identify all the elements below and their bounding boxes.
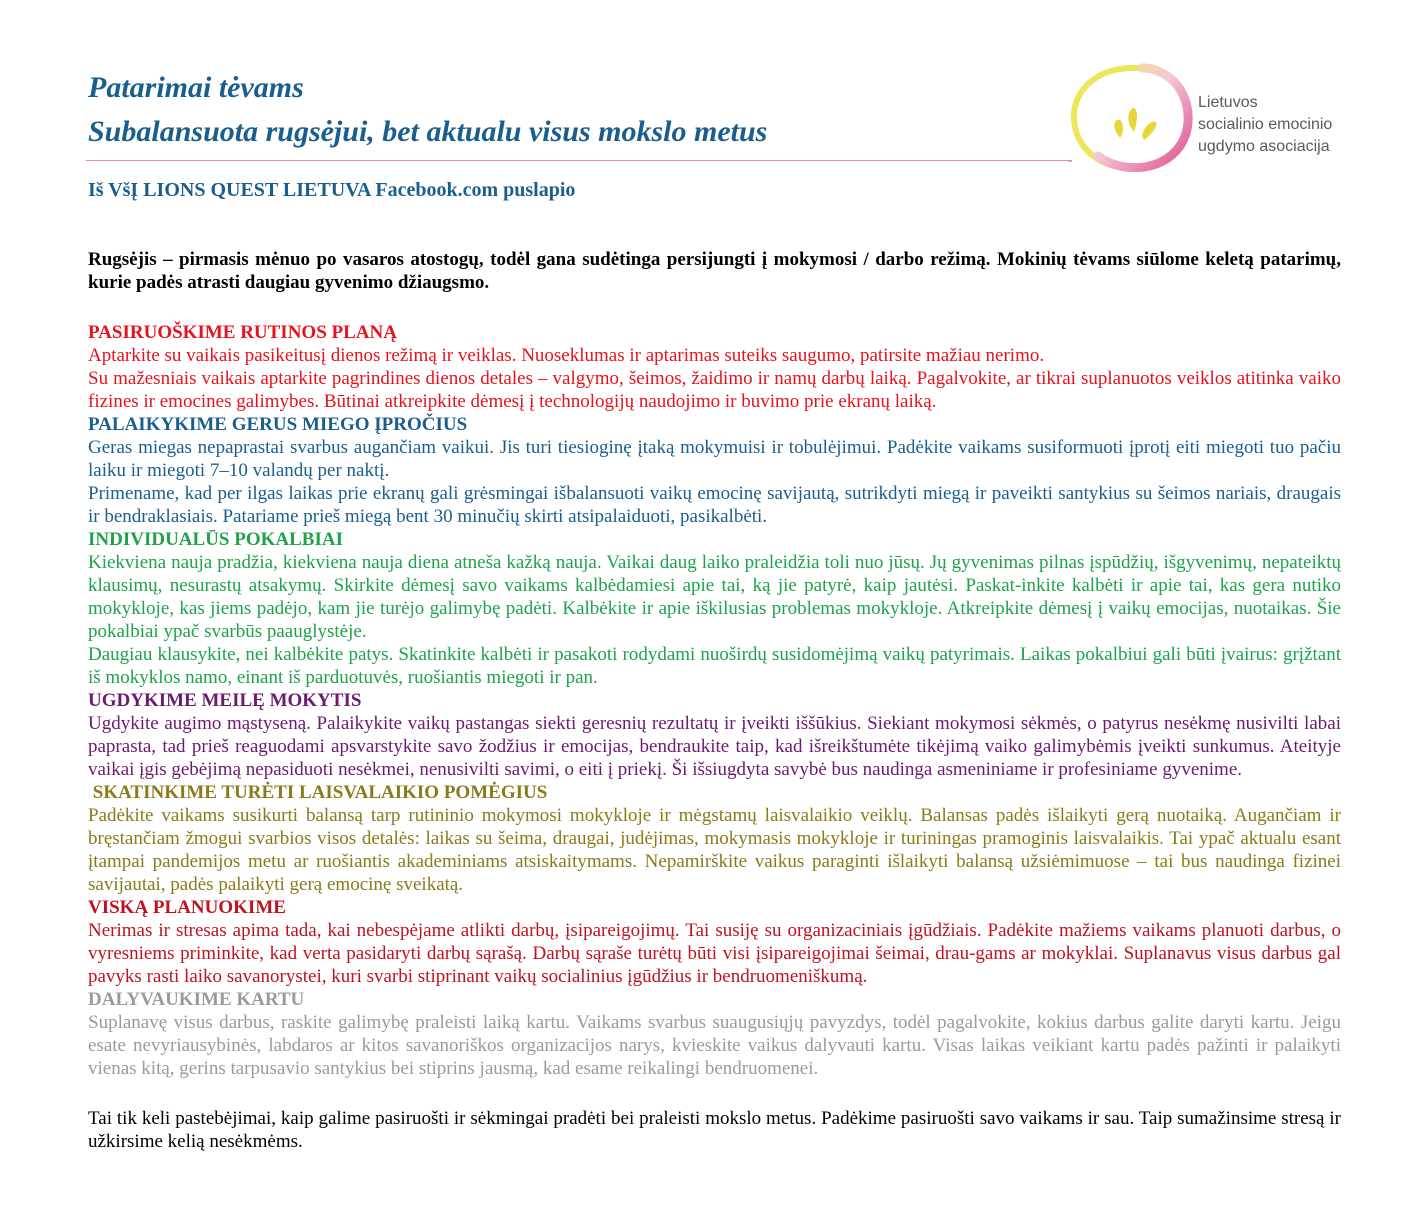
section [88, 896, 1341, 988]
section-heading: INDIVIDUALŪS POKALBIAI [88, 529, 343, 550]
source-line: Iš VšĮ LIONS QUEST LIETUVA Facebook.com puslapio [88, 179, 576, 201]
section-paragraph: Primename, kad per ilgas laikas prie ekranų gali grėsmingai išbalansuoti vaikų emocinę savijautą, sutrikdyti miegą ir paveikti santykius su šeimos nariais, draugais ir bendraklasiais. Patariame prieš miegą bent 30 minučių skirti atsipalaiduoti, pasikalbėti. [88, 483, 1341, 527]
header-divider [86, 160, 1072, 161]
section-paragraph: Kiekviena nauja pradžia, kiekviena nauja diena atneša kažką nauja. Vaikai daug laiko praleidžia toli nuo jūsų. Jų gyvenimas pilnas įspūdžių, išgyvenimų, nepateiktų klausimų, nesurastų atsakymų. Skirkite dėmesį savo vaikams kalbėdamiesi apie tai, ką jie patyrė, kaip jautėsi. Paskat-inkite kalbėti ir apie tai, kas gera nutiko mokykloje, kas jiems padėjo, kam jie turėjo galimybę padėti. Kalbėkite ir apie iškilusias problemas mokykloje. Atkreipkite dėmesį į vaikų emocijas, nuotaikas. Šie pokalbiai ypač svarbūs paauglystėje. [88, 552, 1341, 642]
section-paragraph: Aptarkite su vaikais pasikeitusį dienos režimą ir veiklas. Nuoseklumas ir aptarimas suteiks saugumo, patirsite mažiau nerimo. [88, 345, 1045, 366]
section-heading: DALYVAUKIME KARTU [88, 989, 305, 1010]
section [88, 528, 1341, 689]
document-title: Patarimai tėvams [88, 71, 304, 104]
section-heading: VISKĄ PLANUOKIME [88, 897, 286, 918]
section-paragraph: Padėkite vaikams susikurti balansą tarp rutininio mokymosi mokykloje ir mėgstamų laisvalaikio veiklų. Balansas padės išlaikyti gerą nuotaiką. Augančiam ir bręstančiam žmogui svarbios visos detalės: laikas su šeima, draugai, judėjimas, mokymasis mokykloje ir turiningas pramoginis laisvalaikis. Tai ypač aktualu esant įtampai pandemijos metu ar ruošiantis akademiniams atsiskaitymams. Nepamirškite vaikus paraginti išlaikyti balansą užsiėmimuose – tai bus naudinga fizinei savijautai, padės palaikyti gerą emocinę sveikatą. [88, 805, 1341, 895]
logo-ring-pink [1098, 68, 1188, 168]
section-heading: PASIRUOŠKIME RUTINOS PLANĄ [88, 322, 397, 343]
logo-text-line: Lietuvos [1198, 94, 1258, 111]
intro-paragraph: Rugsėjis – pirmasis mėnuo po vasaros atostogų, todėl gana sudėtinga persijungti į mokymosi / darbo režimą. Mokinių tėvams siūlome keletą patarimų, kurie padės atrasti daugiau gyvenimo džiaugsmo. [88, 249, 1341, 293]
sections-container [88, 321, 1341, 1080]
section-paragraph: Nerimas ir stresas apima tada, kai nebespėjame atlikti darbų, įsipareigojimų. Tai susiję su organizaciniais įgūdžiais. Padėkite mažiems vaikams planuoti darbus, o vyresniems priminkite, kad verta pasidaryti darbų sąrašą. Darbų sąraše turėtų būti visi įsipareigojimai šeimai, drau-gams ar mokyklai. Suplanavus visus darbus gal pavyks rasti laiko savanorystei, kuri svarbi stiprinant vaikų socialinius įgūdžius ir bendruomeniškumą. [88, 920, 1341, 987]
logo-petal-right [1142, 122, 1156, 140]
section-paragraph: Su mažesniais vaikais aptarkite pagrindines dienos detales – valgymo, šeimos, žaidimo ir namų darbų laiką. Pagalvokite, ar tikrai suplanuotos veiklos atitinka vaiko fizines ir emocines galimybes. Būtinai atkreipkite dėmesį į technologijų naudojimo ir buvimo prie ekranų laiką. [88, 368, 1341, 412]
section [88, 988, 1341, 1080]
section [88, 321, 1341, 413]
section [88, 781, 1341, 896]
section [88, 689, 1341, 781]
outro-paragraph: Tai tik keli pastebėjimai, kaip galime pasiruošti ir sėkmingai pradėti bei praleisti mokslo metus. Padėkime pasiruošti savo vaikams ir sau. Taip sumažinsime stresą ir užkirsime kelią nesėkmėms. [88, 1108, 1341, 1152]
document-subtitle: Subalansuota rugsėjui, bet aktualu visus mokslo metus [88, 115, 768, 148]
logo-text-line: ugdymo asociacija [1198, 138, 1330, 155]
section-paragraph: Ugdykite augimo mąstyseną. Palaikykite vaikų pastangas siekti geresnių rezultatų ir įveikti iššūkius. Siekiant mokymosi sėkmės, o patyrus nesėkmę nusivilti labai paprasta, tad prieš reaguodami apsvarstykite savo žodžius ir emocijas, bendraukite taip, kad išreikštumėte tikėjimą vaiko galimybėmis įveikti sunkumus. Ateityje vaikai įgis gebėjimą nepasiduoti nesėkmei, nenusivilti savimi, o eiti į priekį. Ši išsiugdyta savybė bus naudinga asmeniniame ir profesiniame gyvenime. [88, 713, 1341, 780]
section-paragraph: Geras miegas nepaprastai svarbus augančiam vaikui. Jis turi tiesioginę įtaką mokymuisi ir tobulėjimui. Padėkite vaikams susiformuoti įprotį eiti miegoti tuo pačiu laiku ir miegoti 7–10 valandų per naktį. [88, 437, 1341, 481]
logo-text [1198, 92, 1332, 158]
logo-text-line: socialinio emocinio [1198, 116, 1333, 133]
section-paragraph: Suplanavę visus darbus, raskite galimybę praleisti laiką kartu. Vaikams svarbus suaugusiųjų pavyzdys, todėl pagalvokite, kokius darbus galite daryti kartu. Jeigu esate nevyriausybinės, labdaros ar kitos savanoriškos organizacijos narys, kvieskite vaikus dalyvauti kartu. Visas laikas veikiant kartu padės pažinti ir palaikyti vienas kitą, gerins tarpusavio santykius bei stiprins jausmą, kad esame reikalingi bendruomenei. [88, 1012, 1341, 1079]
document-body [88, 248, 1341, 1153]
section [88, 413, 1341, 528]
logo-petal-left [1114, 120, 1123, 138]
logo-petal-middle [1128, 108, 1137, 132]
section-heading: UGDYKIME MEILĘ MOKYTIS [88, 690, 362, 711]
section-heading: SKATINKIME TURĖTI LAISVALAIKIO POMĖGIUS [88, 782, 548, 803]
section-paragraph: Daugiau klausykite, nei kalbėkite patys. Skatinkite kalbėti ir pasakoti rodydami nuoširdų susidomėjimą vaikų patyrimais. Laikas pokalbiui gali būti įvairus: grįžtant iš mokyklos namo, einant iš parduotuvės, ruošiantis miegoti ir pan. [88, 644, 1341, 688]
section-heading: PALAIKYKIME GERUS MIEGO ĮPROČIUS [88, 414, 468, 435]
